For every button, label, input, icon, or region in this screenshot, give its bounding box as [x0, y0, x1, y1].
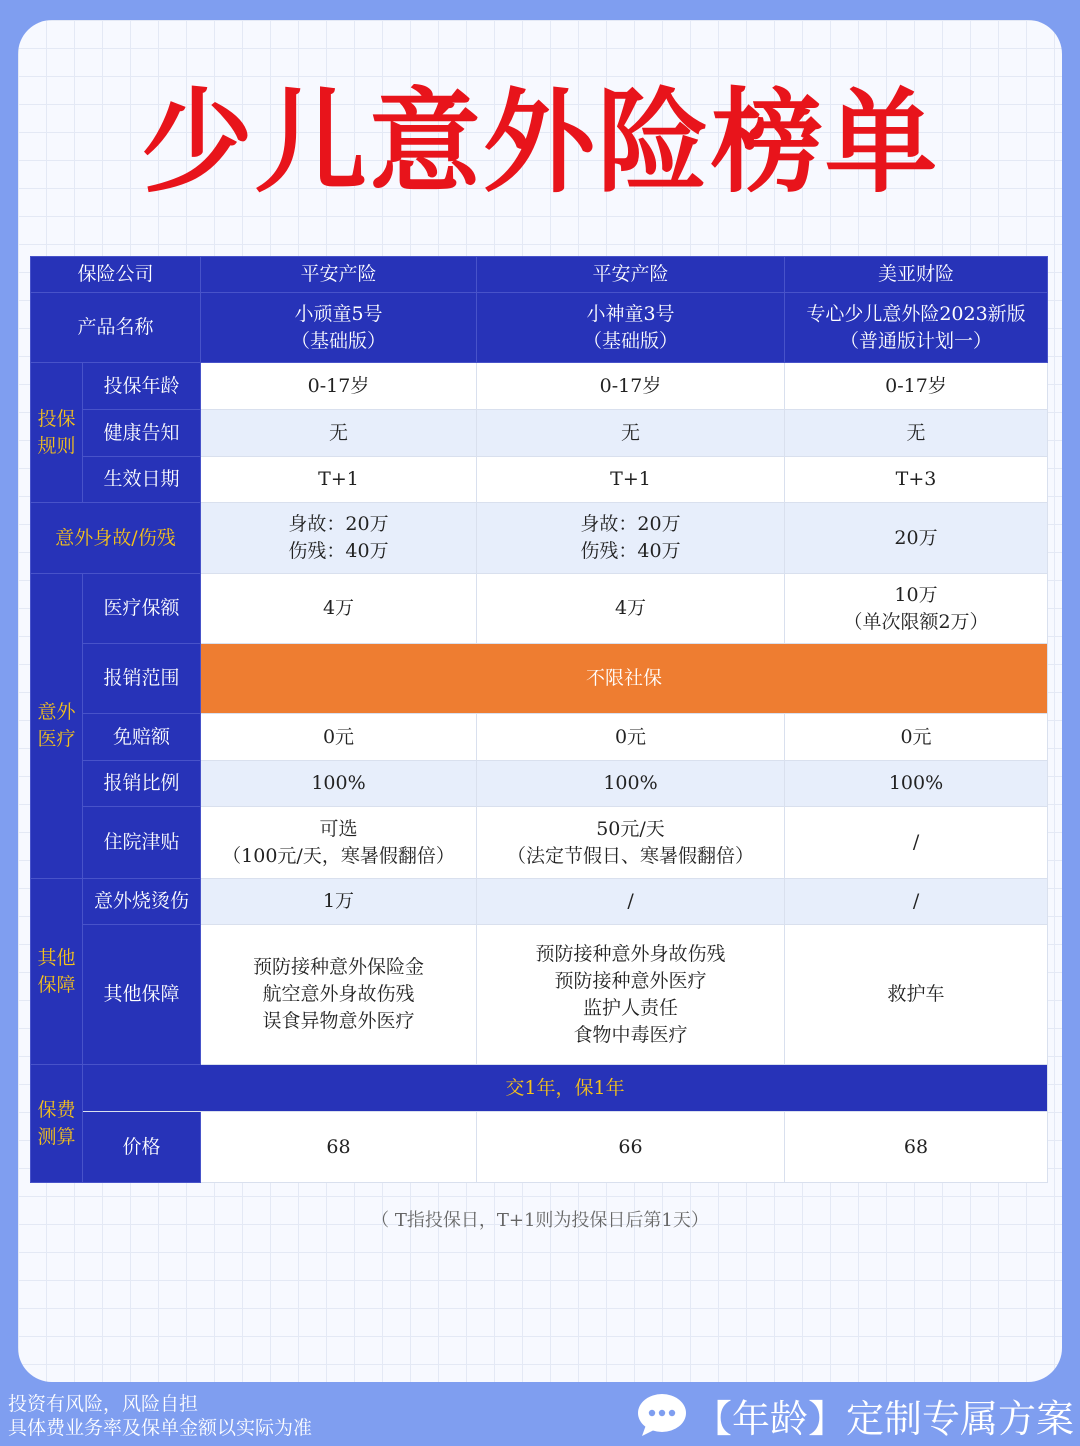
extra-cell: 预防接种意外身故伤残 预防接种意外医疗 监护人责任 食物中毒医疗 [477, 925, 785, 1065]
company-row [31, 257, 1048, 293]
health-label: 健康告知 [83, 410, 201, 457]
age-cell: 0-17岁 [785, 363, 1048, 410]
scope-cell: 不限社保 [201, 644, 1048, 714]
ratio-label: 报销比例 [83, 761, 201, 807]
burn-row [31, 879, 1048, 925]
effective-label: 生效日期 [83, 457, 201, 503]
product-plan: （基础版） [291, 329, 387, 352]
extra-cell: 预防接种意外保险金 航空意外身故伤残 误食异物意外医疗 [201, 925, 477, 1065]
burn-cell: 1万 [201, 879, 477, 925]
product-label: 产品名称 [31, 293, 201, 363]
death-label: 意外身故/伤残 [31, 503, 201, 574]
burn-cell: / [785, 879, 1048, 925]
extra-row [31, 925, 1048, 1065]
health-cell: 无 [477, 410, 785, 457]
effective-row [31, 457, 1048, 503]
deductible-cell: 0元 [785, 714, 1048, 761]
death-cell: 身故：20万 伤残：40万 [477, 503, 785, 574]
allowance-row [31, 807, 1048, 879]
comparison-table [30, 256, 1048, 1183]
price-row [31, 1112, 1048, 1183]
company-cell: 平安产险 [477, 257, 785, 293]
risk-disclaimer: 投资有风险，风险自担 具体费业务率及保单金额以实际为准 [8, 1393, 313, 1439]
medical-amount-cell: 10万 （单次限额2万） [785, 574, 1048, 644]
price-cell: 68 [785, 1112, 1048, 1183]
allowance-cell: / [785, 807, 1048, 879]
burn-cell: / [477, 879, 785, 925]
ratio-cell: 100% [201, 761, 477, 807]
premium-category: 保费 测算 [31, 1065, 83, 1183]
ratio-row [31, 761, 1048, 807]
rules-category: 投保 规则 [31, 363, 83, 503]
price-cell: 66 [477, 1112, 785, 1183]
premium-banner: 交1年，保1年 [83, 1065, 1048, 1112]
product-plan: （普通版计划一） [840, 329, 993, 352]
allowance-cell: 可选 （100元/天，寒暑假翻倍） [201, 807, 477, 879]
product-row [31, 293, 1048, 363]
medical-amount-cell: 4万 [201, 574, 477, 644]
scope-row [31, 644, 1048, 714]
health-cell: 无 [201, 410, 477, 457]
deductible-label: 免赔额 [83, 714, 201, 761]
product-cell [201, 293, 477, 363]
death-cell: 20万 [785, 503, 1048, 574]
deductible-cell: 0元 [477, 714, 785, 761]
page-title: 少儿意外险榜单 [141, 78, 939, 208]
health-row [31, 410, 1048, 457]
extra-label: 其他保障 [83, 925, 201, 1065]
ratio-cell: 100% [785, 761, 1048, 807]
extra-cell: 救护车 [785, 925, 1048, 1065]
company-label: 保险公司 [31, 257, 201, 293]
product-name: 小顽童5号 [294, 302, 383, 325]
age-row [31, 363, 1048, 410]
ratio-cell: 100% [477, 761, 785, 807]
health-cell: 无 [785, 410, 1048, 457]
medical-amount-cell: 4万 [477, 574, 785, 644]
burn-label: 意外烧烫伤 [83, 879, 201, 925]
age-cell: 0-17岁 [201, 363, 477, 410]
medical-amount-label: 医疗保额 [83, 574, 201, 644]
premium-banner-row [31, 1065, 1048, 1112]
medical-amount-row [31, 574, 1048, 644]
product-plan: （基础版） [583, 329, 679, 352]
death-row [31, 503, 1048, 574]
company-cell: 美亚财险 [785, 257, 1048, 293]
product-cell [785, 293, 1048, 363]
price-label: 价格 [83, 1112, 201, 1183]
chat-bubble-icon [636, 1392, 688, 1438]
death-cell: 身故：20万 伤残：40万 [201, 503, 477, 574]
age-cell: 0-17岁 [477, 363, 785, 410]
price-cell: 68 [201, 1112, 477, 1183]
age-label: 投保年龄 [83, 363, 201, 410]
deductible-row [31, 714, 1048, 761]
effective-cell: T+3 [785, 457, 1048, 503]
product-name: 专心少儿意外险2023新版 [806, 302, 1026, 325]
product-cell [477, 293, 785, 363]
scope-label: 报销范围 [83, 644, 201, 714]
other-category: 其他 保障 [31, 879, 83, 1065]
company-cell: 平安产险 [201, 257, 477, 293]
allowance-label: 住院津贴 [83, 807, 201, 879]
cta-text: 【年龄】定制专属方案 [693, 1396, 1074, 1441]
footnote: （ T指投保日，T+1则为投保日后第1天） [371, 1210, 709, 1231]
medical-category: 意外 医疗 [31, 574, 83, 879]
allowance-cell: 50元/天 （法定节假日、寒暑假翻倍） [477, 807, 785, 879]
deductible-cell: 0元 [201, 714, 477, 761]
consult-cta[interactable] [636, 1388, 1074, 1442]
product-name: 小神童3号 [586, 302, 675, 325]
effective-cell: T+1 [201, 457, 477, 503]
effective-cell: T+1 [477, 457, 785, 503]
